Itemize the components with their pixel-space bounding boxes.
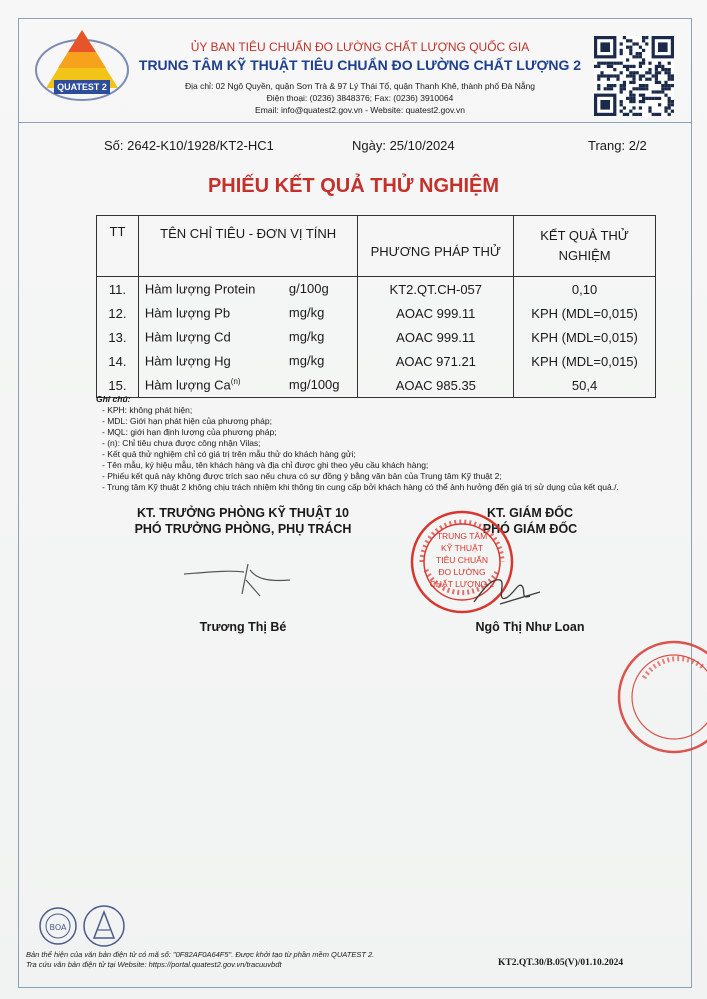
notes-heading: Ghi chú: — [96, 394, 131, 404]
seal-line: TIÊU CHUẨN — [436, 555, 488, 565]
table-row — [97, 349, 656, 373]
footer-line1: Bản thể hiện của văn bản điện tử có mã số: "0F82AF0A64F5". Được khởi tạo từ phần mềm QUATEST 2. — [26, 950, 375, 959]
logo-text: QUATEST 2 — [57, 82, 107, 92]
table-row — [97, 277, 656, 302]
row-method: AOAC 971.21 — [358, 349, 514, 373]
row-result: KPH (MDL=0,015) — [514, 349, 656, 373]
row-name: Hàm lượng Ca$^{(n)}$ mg/100g — [138, 373, 358, 398]
header-divider — [18, 122, 691, 123]
note-item: - Tên mẫu, ký hiệu mẫu, tên khách hàng và địa chỉ được ghi theo yêu cầu khách hàng; — [102, 460, 429, 470]
logo-triangle-icon — [32, 28, 132, 104]
row-result: 50,4 — [514, 373, 656, 398]
row-name: Hàm lượng Cd mg/kg — [138, 325, 358, 349]
row-name: Hàm lượng Hg mg/kg — [138, 349, 358, 373]
right-signer-name: Ngô Thị Như Loan — [475, 620, 585, 634]
document-number: Số: 2642-K10/1928/KT2-HC1 — [104, 138, 274, 153]
org-line1: ỦY BAN TIÊU CHUẨN ĐO LƯỜNG CHẤT LƯỢNG QUỐC GIA — [190, 40, 530, 54]
row-method: KT2.QT.CH-057 — [358, 277, 514, 302]
note-item: - (n): Chỉ tiêu chưa được công nhận Vilas; — [102, 438, 261, 448]
left-signer-name: Trương Thị Bé — [199, 620, 287, 634]
row-name: Hàm lượng Pb mg/kg — [138, 301, 358, 325]
seal-line: ĐO LƯỜNG — [438, 567, 486, 577]
row-tt: 14. — [97, 349, 139, 373]
note-item: - Trung tâm Kỹ thuật 2 không chịu trách nhiệm khi thông tin cung cấp bởi khách hàng có thể ảnh hưởng đến giá trị sử dụng của kết quả./. — [102, 482, 619, 492]
page-border — [18, 18, 692, 988]
svg-text:BOA: BOA — [49, 923, 67, 932]
document-date: Ngày: 25/10/2024 — [352, 138, 455, 153]
report-title: PHIẾU KẾT QUẢ THỬ NGHIỆM — [207, 175, 500, 197]
row-method: AOAC 999.11 — [358, 325, 514, 349]
note-item: - KPH: không phát hiện; — [102, 405, 193, 415]
row-method: AOAC 999.11 — [358, 301, 514, 325]
accreditation-logo — [82, 904, 126, 948]
boa-mra-logo — [38, 906, 78, 946]
row-method: AOAC 985.35 — [358, 373, 514, 398]
seal-line: TRUNG TÂM — [436, 531, 488, 541]
notes-section — [96, 394, 696, 493]
table-row — [97, 301, 656, 325]
seal-line: CHẤT LƯỢNG 2 — [429, 579, 495, 589]
row-tt: 11. — [97, 277, 139, 302]
quatest-logo — [32, 28, 132, 104]
table-header-row — [97, 216, 656, 277]
col-header-tt: TT — [97, 216, 139, 277]
right-signature — [470, 568, 550, 618]
right-signer-title1: KT. GIÁM ĐỐC — [486, 506, 574, 520]
col-header-method: PHƯƠNG PHÁP THỬ — [358, 216, 514, 277]
row-tt: 12. — [97, 301, 139, 325]
org-phone: Điện thoại: (0236) 3848376; Fax: (0236) 3910064 — [266, 93, 454, 103]
row-tt: 13. — [97, 325, 139, 349]
results-table — [96, 215, 656, 398]
left-signature — [180, 560, 300, 610]
row-result: 0,10 — [514, 277, 656, 302]
table-row — [97, 325, 656, 349]
org-line2: TRUNG TÂM KỸ THUẬT TIÊU CHUẨN ĐO LƯỜNG CHẤT LƯỢNG 2 — [138, 57, 582, 73]
left-signer-title2: PHÓ TRƯỞNG PHÒNG, PHỤ TRÁCH — [134, 522, 352, 536]
partial-seal — [614, 638, 707, 756]
note-item: - MDL: Giới hạn phát hiện của phương pháp; — [102, 416, 272, 426]
form-code: KT2.QT.30/B.05(V)/01.10.2024 — [498, 958, 624, 968]
footer-line2: Tra cứu văn bản điện tử tại Website: https://portal.quatest2.gov.vn/tracuuvbdt — [26, 960, 282, 969]
col-header-result: KẾT QUẢ THỬ NGHIỆM — [514, 216, 656, 277]
qr-code-icon — [594, 36, 674, 116]
row-result: KPH (MDL=0,015) — [514, 325, 656, 349]
note-item: - Phiếu kết quả này không được trích sao nếu chưa có sự đồng ý bằng văn bản của Trung tâm Kỹ thuật 2; — [102, 471, 502, 481]
row-name: Hàm lượng Protein g/100g — [138, 277, 358, 302]
seal-line: KỸ THUẬT — [441, 543, 483, 553]
org-address: Địa chỉ: 02 Ngô Quyền, quận Sơn Trà & 97 Lý Thái Tổ, quận Thanh Khê, thành phố Đà Nẵng — [184, 81, 536, 91]
right-signer-title2: PHÓ GIÁM ĐỐC — [482, 522, 578, 536]
qr-code — [594, 36, 674, 116]
note-item: - MQL: giới hạn định lượng của phương pháp; — [102, 427, 277, 437]
left-signer-title1: KT. TRƯỞNG PHÒNG KỸ THUẬT 10 — [136, 506, 350, 520]
page-number: Trang: 2/2 — [588, 138, 647, 153]
note-item: - Kết quả thử nghiệm chỉ có giá trị trên mẫu thử do khách hàng gửi; — [102, 449, 356, 459]
col-header-name: TÊN CHỈ TIÊU - ĐƠN VỊ TÍNH — [138, 216, 358, 277]
row-result: KPH (MDL=0,015) — [514, 301, 656, 325]
row-tt: 15. — [97, 373, 139, 398]
org-email: Email: info@quatest2.gov.vn - Website: quatest2.gov.vn — [255, 105, 465, 115]
